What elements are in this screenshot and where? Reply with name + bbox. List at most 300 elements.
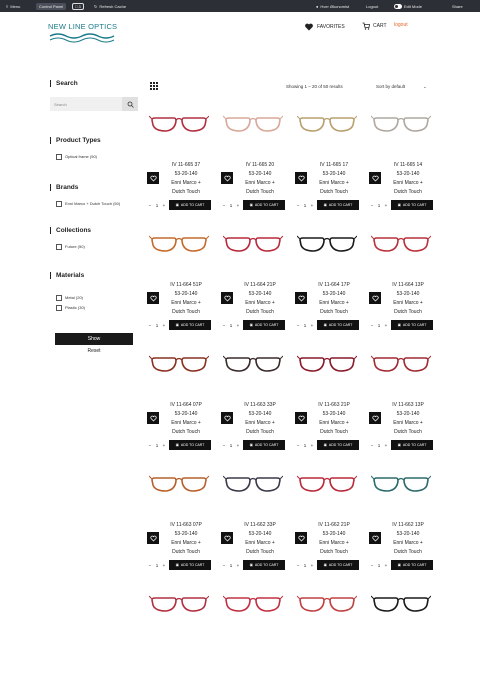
add-to-cart-button[interactable] bbox=[317, 320, 359, 330]
product-code[interactable]: IV 11-663 07P bbox=[170, 522, 202, 528]
favorite-button[interactable] bbox=[369, 172, 381, 184]
quantity-plus-button[interactable]: + bbox=[162, 442, 166, 448]
quantity-minus-button[interactable]: − bbox=[148, 202, 152, 208]
quantity-minus-button[interactable]: − bbox=[296, 202, 300, 208]
product-image[interactable] bbox=[297, 350, 357, 380]
cart-icon: ▣ bbox=[249, 203, 253, 207]
product-card[interactable] bbox=[145, 100, 213, 220]
product-info bbox=[307, 161, 361, 197]
product-size: 53-20-140 bbox=[248, 291, 272, 297]
product-card[interactable] bbox=[293, 460, 361, 580]
product-size: 53-20-140 bbox=[174, 531, 198, 537]
checkbox-box[interactable] bbox=[56, 295, 62, 301]
product-brand-line1: Enni Marco + bbox=[171, 300, 201, 306]
refresh-cache-label: Refresh Cache bbox=[99, 3, 127, 9]
product-brand-line2: Dutch Touch bbox=[320, 549, 348, 555]
product-card[interactable] bbox=[145, 220, 213, 340]
quantity-value[interactable]: 1 bbox=[155, 202, 159, 208]
add-to-cart-button[interactable] bbox=[243, 320, 285, 330]
product-size: 53-20-140 bbox=[322, 531, 346, 537]
quantity-stepper bbox=[147, 560, 211, 570]
add-to-cart-label: ADD TO CART bbox=[254, 203, 279, 207]
product-image[interactable] bbox=[149, 110, 209, 140]
quantity-value[interactable]: 1 bbox=[303, 562, 307, 568]
add-to-cart-button[interactable] bbox=[391, 440, 433, 450]
product-image[interactable] bbox=[297, 470, 357, 500]
heart-icon bbox=[150, 415, 157, 422]
add-to-cart-label: ADD TO CART bbox=[254, 323, 279, 327]
quantity-stepper bbox=[147, 320, 211, 330]
quantity-stepper bbox=[369, 560, 433, 570]
add-to-cart-button[interactable] bbox=[169, 320, 211, 330]
product-code[interactable]: IV 11-664 17P bbox=[318, 282, 350, 288]
cart-icon: ▣ bbox=[397, 203, 401, 207]
quantity-minus-button[interactable]: − bbox=[148, 562, 152, 568]
product-card[interactable] bbox=[293, 220, 361, 340]
show-button[interactable]: Show bbox=[55, 333, 133, 345]
product-code[interactable]: IV 11-664 51P bbox=[170, 282, 202, 288]
cart-icon: ▣ bbox=[175, 323, 179, 327]
search-heading: Search bbox=[50, 80, 138, 87]
grid-view-button[interactable] bbox=[150, 82, 158, 91]
product-brand-line1: Enni Marco + bbox=[393, 180, 423, 186]
quantity-plus-button[interactable]: + bbox=[310, 562, 314, 568]
checkbox-box[interactable] bbox=[56, 244, 62, 250]
cart-link[interactable] bbox=[362, 22, 387, 30]
filter-checkbox[interactable] bbox=[56, 244, 138, 250]
quantity-plus-button[interactable]: + bbox=[310, 202, 314, 208]
user-menu[interactable] bbox=[316, 0, 349, 12]
quantity-stepper bbox=[221, 320, 285, 330]
product-image[interactable] bbox=[371, 350, 431, 380]
heart-icon bbox=[298, 535, 305, 542]
add-to-cart-button[interactable] bbox=[317, 440, 359, 450]
product-image[interactable] bbox=[149, 590, 209, 620]
product-card[interactable] bbox=[293, 100, 361, 220]
product-code[interactable]: IV 11-664 07P bbox=[170, 402, 202, 408]
quantity-plus-button[interactable]: + bbox=[236, 322, 240, 328]
add-to-cart-button[interactable] bbox=[317, 560, 359, 570]
add-to-cart-button[interactable] bbox=[169, 560, 211, 570]
product-card[interactable] bbox=[367, 220, 435, 340]
product-image[interactable] bbox=[371, 230, 431, 260]
search-icon bbox=[127, 101, 134, 108]
add-to-cart-label: ADD TO CART bbox=[402, 203, 427, 207]
product-info bbox=[233, 521, 287, 557]
add-to-cart-button[interactable] bbox=[243, 200, 285, 210]
add-to-cart-button[interactable] bbox=[391, 320, 433, 330]
checkbox-box[interactable] bbox=[56, 305, 62, 311]
search-button[interactable] bbox=[122, 97, 138, 111]
product-image[interactable] bbox=[149, 230, 209, 260]
quantity-minus-button[interactable]: − bbox=[148, 442, 152, 448]
product-image[interactable] bbox=[223, 350, 283, 380]
quantity-minus-button[interactable]: − bbox=[296, 322, 300, 328]
product-brand-line1: Enni Marco + bbox=[393, 540, 423, 546]
user-icon: ● bbox=[316, 3, 319, 9]
favorite-button[interactable] bbox=[221, 172, 233, 184]
site-logo[interactable] bbox=[48, 22, 118, 44]
product-brand-line2: Dutch Touch bbox=[246, 189, 274, 195]
heart-icon bbox=[372, 175, 379, 182]
favorite-button[interactable] bbox=[147, 532, 159, 544]
product-size: 53-20-140 bbox=[396, 291, 420, 297]
product-brand-line2: Dutch Touch bbox=[320, 309, 348, 315]
product-image[interactable] bbox=[297, 110, 357, 140]
quantity-minus-button[interactable]: − bbox=[222, 562, 226, 568]
product-card[interactable] bbox=[145, 460, 213, 580]
product-brand-line1: Enni Marco + bbox=[245, 300, 275, 306]
quantity-value[interactable]: 1 bbox=[155, 442, 159, 448]
add-to-cart-label: ADD TO CART bbox=[328, 563, 353, 567]
heart-icon bbox=[224, 535, 231, 542]
product-size: 53-20-140 bbox=[396, 531, 420, 537]
favorite-button[interactable] bbox=[295, 292, 307, 304]
reset-button[interactable]: Reset bbox=[87, 348, 101, 354]
quantity-value[interactable]: 1 bbox=[229, 562, 233, 568]
product-image[interactable] bbox=[371, 110, 431, 140]
product-card[interactable] bbox=[293, 580, 361, 700]
product-image[interactable] bbox=[149, 350, 209, 380]
materials-heading: Materials bbox=[50, 272, 138, 279]
product-info bbox=[307, 281, 361, 317]
product-info bbox=[233, 281, 287, 317]
filter-checkbox[interactable] bbox=[56, 305, 138, 311]
add-to-cart-label: ADD TO CART bbox=[180, 323, 205, 327]
quantity-minus-button[interactable]: − bbox=[222, 322, 226, 328]
product-card[interactable] bbox=[367, 340, 435, 460]
product-info bbox=[381, 401, 435, 437]
search-form bbox=[50, 97, 138, 111]
product-code[interactable]: IV 11-665 14 bbox=[393, 162, 423, 168]
product-size: 53-20-140 bbox=[248, 411, 272, 417]
product-code[interactable]: IV 11-663 21P bbox=[318, 402, 350, 408]
logout-link[interactable] bbox=[366, 0, 378, 12]
product-code[interactable]: IV 11-664 13P bbox=[392, 282, 424, 288]
favorite-button[interactable] bbox=[295, 172, 307, 184]
checkbox-label: Enni Marco + Dutch Touch (50) bbox=[65, 201, 121, 206]
product-info bbox=[381, 161, 435, 197]
product-card[interactable] bbox=[145, 580, 213, 700]
results-count: Showing 1 – 20 of 50 results bbox=[286, 84, 343, 89]
quantity-value[interactable]: 1 bbox=[229, 202, 233, 208]
quantity-plus-button[interactable]: + bbox=[384, 322, 388, 328]
product-size: 53-20-140 bbox=[396, 171, 420, 177]
heart-icon bbox=[304, 22, 314, 32]
product-brand-line1: Enni Marco + bbox=[319, 180, 349, 186]
checkbox-box[interactable] bbox=[56, 201, 62, 207]
quantity-stepper bbox=[295, 560, 359, 570]
quantity-plus-button[interactable]: + bbox=[310, 322, 314, 328]
product-card[interactable] bbox=[145, 340, 213, 460]
product-size: 53-20-140 bbox=[174, 291, 198, 297]
logo-wave bbox=[48, 22, 118, 44]
product-card[interactable] bbox=[367, 460, 435, 580]
cart-icon: ▣ bbox=[175, 443, 179, 447]
notifications-button[interactable] bbox=[72, 0, 84, 12]
cart-icon: ▣ bbox=[249, 323, 253, 327]
quantity-value[interactable]: 1 bbox=[377, 442, 381, 448]
heart-icon bbox=[224, 415, 231, 422]
product-brand-line2: Dutch Touch bbox=[246, 309, 274, 315]
quantity-value[interactable]: 1 bbox=[303, 322, 307, 328]
favorite-button[interactable] bbox=[295, 532, 307, 544]
quantity-minus-button[interactable]: − bbox=[370, 202, 374, 208]
quantity-minus-button[interactable]: − bbox=[370, 322, 374, 328]
product-info bbox=[159, 401, 213, 437]
quantity-plus-button[interactable]: + bbox=[384, 442, 388, 448]
filter-checkbox[interactable] bbox=[56, 201, 138, 207]
product-size: 53-20-140 bbox=[322, 291, 346, 297]
filter-sidebar bbox=[50, 80, 138, 354]
add-to-cart-label: ADD TO CART bbox=[402, 563, 427, 567]
quantity-value[interactable]: 1 bbox=[229, 322, 233, 328]
quantity-stepper bbox=[295, 320, 359, 330]
cart-icon: ▣ bbox=[323, 323, 327, 327]
notification-count: 3 bbox=[78, 3, 81, 9]
site-header bbox=[0, 12, 480, 52]
favorite-button[interactable] bbox=[369, 412, 381, 424]
product-image[interactable] bbox=[297, 230, 357, 260]
quantity-minus-button[interactable]: − bbox=[222, 442, 226, 448]
menu-icon: ≡ bbox=[6, 3, 9, 9]
product-brand-line1: Enni Marco + bbox=[245, 420, 275, 426]
product-size: 53-20-140 bbox=[248, 171, 272, 177]
product-info bbox=[381, 281, 435, 317]
product-brand-line2: Dutch Touch bbox=[246, 549, 274, 555]
quantity-plus-button[interactable]: + bbox=[236, 202, 240, 208]
product-brand-line1: Enni Marco + bbox=[319, 420, 349, 426]
product-brand-line2: Dutch Touch bbox=[394, 189, 422, 195]
logo-text: NEW LINE OPTICS bbox=[48, 22, 118, 31]
refresh-cache-button[interactable] bbox=[94, 0, 126, 12]
product-brand-line2: Dutch Touch bbox=[394, 549, 422, 555]
cart-icon: ▣ bbox=[323, 203, 327, 207]
toggle-icon bbox=[394, 4, 402, 9]
favorite-button[interactable] bbox=[369, 292, 381, 304]
product-brand-line1: Enni Marco + bbox=[319, 540, 349, 546]
product-brand-line1: Enni Marco + bbox=[319, 300, 349, 306]
product-image[interactable] bbox=[149, 470, 209, 500]
add-to-cart-label: ADD TO CART bbox=[254, 563, 279, 567]
quantity-plus-button[interactable]: + bbox=[162, 562, 166, 568]
product-card[interactable] bbox=[293, 340, 361, 460]
product-card[interactable] bbox=[219, 220, 287, 340]
add-to-cart-button[interactable] bbox=[391, 560, 433, 570]
product-image[interactable] bbox=[223, 110, 283, 140]
favorite-button[interactable] bbox=[221, 532, 233, 544]
add-to-cart-button[interactable] bbox=[243, 560, 285, 570]
product-brand-line1: Enni Marco + bbox=[245, 540, 275, 546]
favorite-button[interactable] bbox=[221, 292, 233, 304]
edit-mode-toggle[interactable] bbox=[394, 0, 422, 12]
search-input[interactable]: Search bbox=[50, 97, 122, 111]
checkbox-label: Metal (20) bbox=[65, 295, 84, 300]
cart-icon: ▣ bbox=[397, 323, 401, 327]
product-brand-line1: Enni Marco + bbox=[393, 300, 423, 306]
share-button[interactable] bbox=[452, 0, 463, 12]
product-code[interactable]: IV 11-663 33P bbox=[244, 402, 276, 408]
checkbox-box[interactable] bbox=[56, 154, 62, 160]
quantity-value[interactable]: 1 bbox=[229, 442, 233, 448]
product-brand-line2: Dutch Touch bbox=[172, 549, 200, 555]
product-brand-line2: Dutch Touch bbox=[172, 309, 200, 315]
cart-icon: ▣ bbox=[249, 443, 253, 447]
heart-icon bbox=[224, 295, 231, 302]
quantity-stepper bbox=[369, 320, 433, 330]
product-brand-line2: Dutch Touch bbox=[172, 189, 200, 195]
comment-icon: □ 3 bbox=[72, 3, 84, 10]
quantity-value[interactable]: 1 bbox=[155, 322, 159, 328]
heart-icon bbox=[150, 175, 157, 182]
product-brand-line2: Dutch Touch bbox=[394, 429, 422, 435]
favorite-button[interactable] bbox=[147, 412, 159, 424]
sort-label: Sort by default bbox=[376, 84, 406, 89]
quantity-plus-button[interactable]: + bbox=[384, 562, 388, 568]
menu-label: Menu bbox=[10, 3, 21, 9]
product-brand-line1: Enni Marco + bbox=[171, 420, 201, 426]
product-code[interactable]: IV 11-664 21P bbox=[244, 282, 276, 288]
add-to-cart-label: ADD TO CART bbox=[328, 323, 353, 327]
add-to-cart-label: ADD TO CART bbox=[180, 203, 205, 207]
product-code[interactable]: IV 11-662 21P bbox=[318, 522, 350, 528]
add-to-cart-label: ADD TO CART bbox=[402, 323, 427, 327]
add-to-cart-button[interactable] bbox=[169, 440, 211, 450]
quantity-minus-button[interactable]: − bbox=[370, 562, 374, 568]
product-info bbox=[307, 401, 361, 437]
product-image[interactable] bbox=[297, 590, 357, 620]
product-image[interactable] bbox=[371, 590, 431, 620]
heart-icon bbox=[372, 415, 379, 422]
quantity-minus-button[interactable]: − bbox=[222, 202, 226, 208]
quantity-value[interactable]: 1 bbox=[303, 202, 307, 208]
cart-icon: ▣ bbox=[323, 443, 327, 447]
menu-button[interactable] bbox=[6, 0, 20, 12]
cart-icon: ▣ bbox=[397, 443, 401, 447]
quantity-value[interactable]: 1 bbox=[155, 562, 159, 568]
add-to-cart-label: ADD TO CART bbox=[402, 443, 427, 447]
product-brand-line2: Dutch Touch bbox=[320, 189, 348, 195]
product-image[interactable] bbox=[223, 590, 283, 620]
product-card[interactable] bbox=[367, 100, 435, 220]
favorites-link[interactable] bbox=[304, 22, 345, 32]
product-size: 53-20-140 bbox=[322, 411, 346, 417]
quantity-stepper bbox=[221, 560, 285, 570]
add-to-cart-label: ADD TO CART bbox=[180, 443, 205, 447]
product-code[interactable]: IV 11-663 13P bbox=[392, 402, 424, 408]
favorites-label: FAVORITES bbox=[317, 24, 345, 30]
logout-nav-link[interactable] bbox=[394, 22, 408, 28]
favorite-button[interactable] bbox=[295, 412, 307, 424]
product-info bbox=[381, 521, 435, 557]
product-brand-line2: Dutch Touch bbox=[172, 429, 200, 435]
quantity-stepper bbox=[369, 440, 433, 450]
quantity-plus-button[interactable]: + bbox=[236, 562, 240, 568]
favorite-button[interactable] bbox=[369, 532, 381, 544]
cart-label: CART bbox=[373, 23, 387, 29]
quantity-minus-button[interactable]: − bbox=[148, 322, 152, 328]
product-image[interactable] bbox=[223, 470, 283, 500]
control-panel-label: Control Panel bbox=[36, 3, 66, 10]
grid-icon bbox=[150, 82, 158, 90]
favorite-button[interactable] bbox=[147, 292, 159, 304]
quantity-plus-button[interactable]: + bbox=[162, 322, 166, 328]
product-card[interactable] bbox=[219, 580, 287, 700]
quantity-stepper bbox=[147, 200, 211, 210]
filter-checkbox[interactable] bbox=[56, 154, 138, 160]
product-card[interactable] bbox=[219, 340, 287, 460]
product-image[interactable] bbox=[371, 470, 431, 500]
product-card[interactable] bbox=[219, 460, 287, 580]
quantity-value[interactable]: 1 bbox=[303, 442, 307, 448]
product-brand-line1: Enni Marco + bbox=[171, 540, 201, 546]
add-to-cart-button[interactable] bbox=[391, 200, 433, 210]
quantity-value[interactable]: 1 bbox=[377, 202, 381, 208]
quantity-value[interactable]: 1 bbox=[377, 322, 381, 328]
add-to-cart-button[interactable] bbox=[243, 440, 285, 450]
product-info bbox=[159, 281, 213, 317]
product-image[interactable] bbox=[223, 230, 283, 260]
add-to-cart-button[interactable] bbox=[317, 200, 359, 210]
quantity-plus-button[interactable]: + bbox=[310, 442, 314, 448]
cart-icon bbox=[362, 22, 370, 30]
product-code[interactable]: IV 11-665 37 bbox=[171, 162, 201, 168]
control-panel-button[interactable] bbox=[36, 0, 66, 12]
cart-icon: ▣ bbox=[397, 563, 401, 567]
checkbox-label: Future (50) bbox=[65, 244, 85, 249]
product-size: 53-20-140 bbox=[322, 171, 346, 177]
product-code[interactable]: IV 11-665 20 bbox=[245, 162, 275, 168]
user-name: Hver Økonomist bbox=[320, 3, 350, 9]
edit-mode-label: Edit Mode bbox=[404, 3, 423, 9]
product-brand-line1: Enni Marco + bbox=[171, 180, 201, 186]
product-info bbox=[233, 401, 287, 437]
product-brand-line2: Dutch Touch bbox=[394, 309, 422, 315]
quantity-stepper bbox=[147, 440, 211, 450]
brands-heading: Brands bbox=[50, 184, 138, 191]
add-to-cart-button[interactable] bbox=[169, 200, 211, 210]
sort-select[interactable] bbox=[376, 84, 427, 90]
heart-icon bbox=[298, 415, 305, 422]
quantity-minus-button[interactable]: − bbox=[296, 442, 300, 448]
add-to-cart-label: ADD TO CART bbox=[254, 443, 279, 447]
favorite-button[interactable] bbox=[221, 412, 233, 424]
product-info bbox=[159, 161, 213, 197]
product-card[interactable] bbox=[219, 100, 287, 220]
quantity-stepper bbox=[295, 440, 359, 450]
heart-icon bbox=[298, 295, 305, 302]
favorite-button[interactable] bbox=[147, 172, 159, 184]
product-code[interactable]: IV 11-662 13P bbox=[392, 522, 424, 528]
quantity-stepper bbox=[221, 440, 285, 450]
quantity-value[interactable]: 1 bbox=[377, 562, 381, 568]
quantity-plus-button[interactable]: + bbox=[236, 442, 240, 448]
collections-heading: Collections bbox=[50, 227, 138, 234]
quantity-minus-button[interactable]: − bbox=[296, 562, 300, 568]
product-code[interactable]: IV 11-665 17 bbox=[319, 162, 349, 168]
filter-checkbox[interactable] bbox=[56, 295, 138, 301]
product-card[interactable] bbox=[367, 580, 435, 700]
refresh-icon: ↻ bbox=[94, 3, 98, 9]
add-to-cart-label: ADD TO CART bbox=[180, 563, 205, 567]
quantity-plus-button[interactable]: + bbox=[162, 202, 166, 208]
quantity-minus-button[interactable]: − bbox=[370, 442, 374, 448]
product-code[interactable]: IV 11-662 33P bbox=[244, 522, 276, 528]
checkbox-label: Plastic (30) bbox=[65, 305, 86, 310]
quantity-plus-button[interactable]: + bbox=[384, 202, 388, 208]
heart-icon bbox=[150, 535, 157, 542]
product-brand-line1: Enni Marco + bbox=[245, 180, 275, 186]
